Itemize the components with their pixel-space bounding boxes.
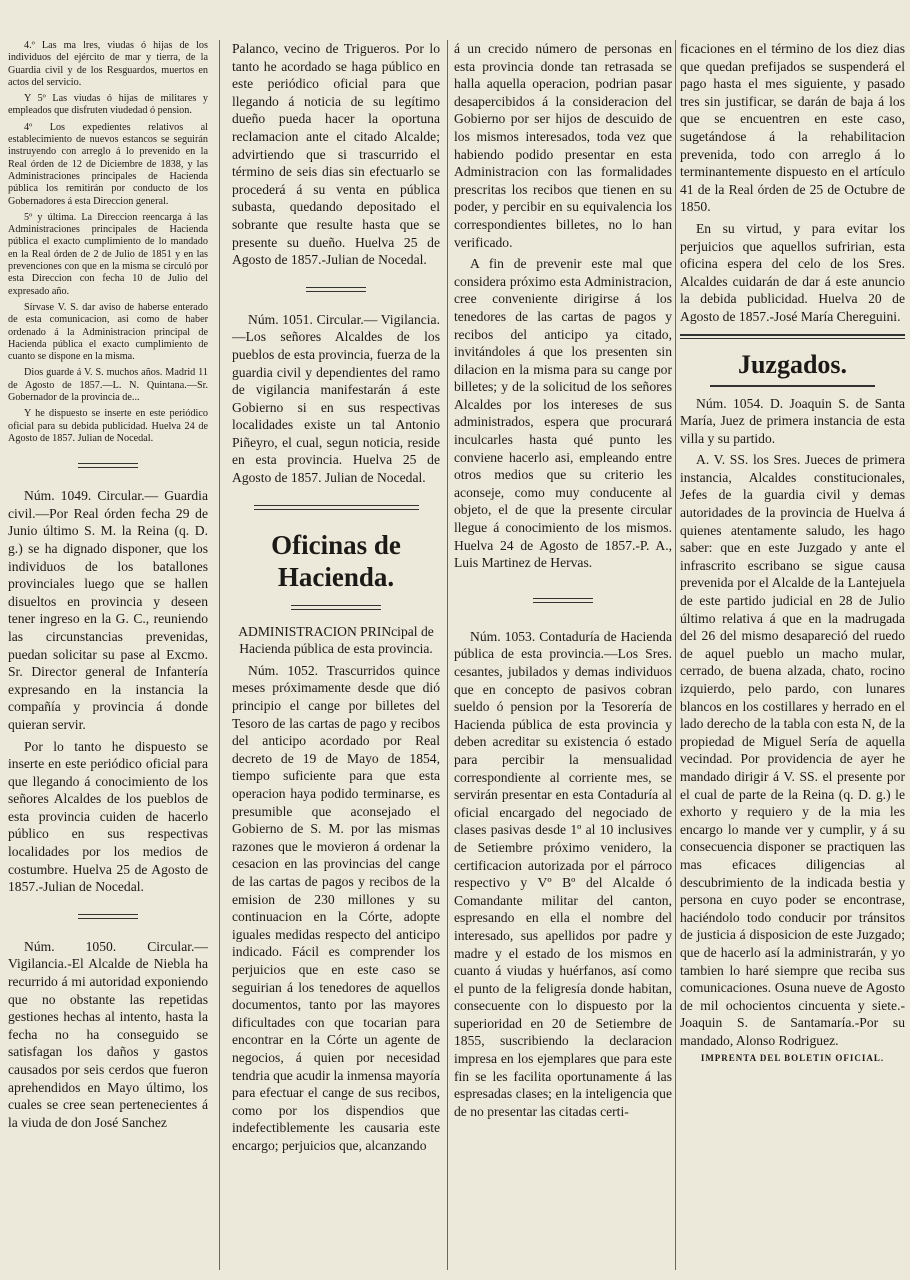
paragraph: Por lo tanto he dispuesto se inserte en este periódico oficial para que llegando á conocimiento de los señores Alcaldes de los pueblos de esta provincia cuiden de hacerlo público en sus respectivas localidades por los medios de costumbre. Huelva 25 de Agosto de 1857.-Julian de Nocedal. (8, 738, 208, 895)
separator (454, 590, 672, 608)
paragraph: A. V. SS. los Sres. Jueces de primera instancia, Alcaldes constitucionales, Jefes de la guardia civil y demas autoridades de la provincia de Huelva á quienes atentamente saludo, les hago saber: que en este Juzgado y ante el infrascrito escribano se sigue causa prevenida por el Alcalde de la Lantejuela de este partido judicial en 28 de Julio último relativa á que en la madrugada del 26 del mismo desapareció del ruedo de aquel pueblo un macho mular, cerrado, de buena alzada, chato, rocino izquierdo, pelo pardo, con lunares blancos en los costillares y herrado en el lado derecho de la tabla con esta N, de la propiedad de Miguel Sería de aquella vecindad. Por providencia de ayer he mandado dirigir á V. SS. el presente por el cual de parte de la Reina (q. D. g.) le exhorto y requiero y de la mia les encargo lo mande ver y cumplir, y á su consecuencia disponer se practiquen las mas eficaces diligencias al descubrimiento de la indicada bestia y persona en cuyo poder se encontrase, haciéndolo todo conducir por tránsitos de justicia á disposicion de este Juzgado; que de hacerlo así la administrarán, y yo tambien lo haré siempre que reciba sus comunicaciones. Osuna nueve de Agosto de mil ochocientos cincuenta y siete.-Joaquin S. de Santamaría.-Por su mandado, Alonso Rodriguez. (680, 452, 905, 1048)
paragraph: á un crecido número de personas en esta provincia donde tan retrasada se halla aquella operacion, podrian pasar desapercibidos á la consideracion del Gobierno por ser hijos de descuido de los mismos interesados, toda vez que habiendo podido presentar en esta Administracion con las formalidades prescritas los recibos que tienen en su poder, y percibir en su equivalencia los correspondientes billetes, no lo han verificado. (454, 41, 672, 250)
column-rule (447, 40, 448, 1270)
paragraph: 4º Los expedientes relativos al establecimiento de nuevos estancos se seguirán instruyendo con arreglo á lo prevenido en la Real órden de 12 de Diciembre de 1838, y las Administraciones principales de Hacienda pública los remitirán por conducto de los Gobernadores á esta Direccion general. (8, 121, 208, 207)
separator (680, 334, 905, 339)
column-rule (219, 40, 220, 1270)
notice-1053: Núm. 1053. Contaduría de Hacienda pública de esta provincia.—Los Sres. cesantes, jubilados y demas individuos que en concepto de pasivos cobran sueldo ó pension por la Tesorería de Hacienda pública de esta provincia y deben acreditar su existencia ó estado para percibir la mensualidad correspondiente al corriente mes, se servirán presentar en esta Contaduría al oficial encargado del negociado de clases pasivas desde 1º al 10 inclusives de Setiembre próximo venidero, la certificacion autorizada por el párroco respectivo y Vº Bº del Alcalde ó Comandante militar del canton, espresando en ella el nombre del interesado, sus apellidos por padre y madre y el estado de los mismos en cuanto á viudas y huérfanos, así como el punto de la feligresía donde habitan, consecuente con lo dispuesto por la superioridad en 20 de Setiembre de 1855, suscribiendo la declaracion impresa en los ejemplares que para este fin se les facilita oportunamente á las espresadas clases; en la inteligencia que de no presentar las citadas certi- (454, 628, 672, 1119)
paragraph: 5º y última. La Direccion reencarga á las Administraciones principales de Hacienda pública el exacto cumplimiento de lo mandado en la Real órden de 2 de Julio de 1851 y en las prevenciones con que en la misma se circuló por esta Direccion con fecha 10 de Julio del expresado año. (8, 211, 208, 297)
paragraph: Y 5º Las viudas ó hijas de militares y empleados que disfruten viudedad ó pension. (8, 93, 208, 117)
column-1 (8, 40, 208, 1275)
notice-1049: Núm. 1049. Circular.— Guardia civil.—Por Real órden fecha 29 de Junio último S. M. la Reina (q. D. g.) se ha dignado disponer, que los individuos de los batallones provinciales luego que se hallen disueltos en provincia y deseen tener ingreso en la G. C., reuniendo las circunstancias prevenidas, puedan solicitar su pase al Excmo. Sr. Director general de Infantería expresando en la instancia la compañía y provincia á donde quieran servir. (8, 488, 208, 732)
paragraph: Y he dispuesto se inserte en este periódico oficial para su debida publicidad. Huelva 24 de Agosto de 1857. Julian de Nocedal. (8, 408, 208, 444)
notice-1050: Núm. 1050. Circular.— Vigilancia.-El Alcalde de Niebla ha recurrido á mi autoridad exponiendo que no obstante las repetidas gestiones hechas al intento, hasta la fecha no ha conseguido se satisfagan los daños y gastos causados por seis cerdos que fueron aprehendidos en Mayo último, los cuales se cree sean pertenecientes á la viuda de don José Sanchez (8, 938, 208, 1130)
printer-imprint: IMPRENTA DEL BOLETIN OFICIAL. (700, 1053, 885, 1064)
separator (232, 497, 440, 515)
section-title: Juzgados. (737, 349, 848, 379)
paragraph: Dios guarde á V. S. muchos años. Madrid 11 de Agosto de 1857.—L. N. Quintana.—Sr. Gobernador de la provincia de... (8, 367, 208, 404)
column-3 (454, 40, 672, 1275)
column-2 (232, 40, 440, 1275)
separator (710, 385, 875, 387)
paragraph: Sírvase V. S. dar aviso de haberse enterado de esta comunicacion, asi como de haber ordenado á la Administracion principal de Hacienda pública el exacto cumplimiento de cuanto se dispone en la misma. (8, 301, 208, 363)
notice-1054: Núm. 1054. D. Joaquin S. de Santa María, Juez de primera instancia de esta villa y su partido. (680, 395, 905, 446)
notice-1052: Núm. 1052. Trascurridos quince meses próximamente desde que dió principio el cange por billetes del Tesoro de las cartas de pago y recibos del anticipo acordado por Real decreto de 19 de Mayo de 1854, tiempo suficiente para que esta operacion haya podido terminarse, es presumible que aconsejado el Gobierno de S. M. por las mismas razones que le movieron á ordenar la cesacion en las provincias del cange de las cartas de pagos y recibos de la emision de 230 millones y su continuacion en la Córte, adopte iguales medidas respecto del anticipo indicado. Fácil es comprender los perjuicios que en este caso se seguirian á los tenedores de aquellos documentos, tanto por las mayores dificultades con que tocarian para encontrar en la Córte un agente de negocios, á quien por necesidad tendria que acudir la inmensa mayoría para efectuar el cange de sus recibos, como por los dispendios que indefectiblemente les causaria este encargo; perjuicios que, alcanzando (232, 662, 440, 1153)
paragraph: ficaciones en el término de los diez dias que quedan prefijados se suspenderá el pago hasta el mes siguiente, y pasado tres sin justificar, se darán de baja á los que se encuentren en este caso, sugetándose á la rehabilitacion prevenida, todo con arreglo á lo terminantemente dispuesto en el artículo 41 de la Real órden de 25 de Octubre de 1850. (680, 41, 905, 215)
admin-heading: ADMINISTRACION PRINcipal de Hacienda pública de esta provincia. (238, 623, 434, 657)
separator (8, 455, 208, 473)
separator (8, 906, 208, 924)
separator (232, 597, 440, 615)
paragraph: A fin de prevenir este mal que considera próximo esta Administracion, cree conveniente dirigirse á los tenedores de las cartas de pagos y recibos del anticipo ya citado, invitándoles á que los presenten sin dilacion en la misma para su cange por billetes; y de la solicitud de los señores Alcaldes por los intereses de sus administrados, espera que procurará inculcarles hasta qué punto les conviene hacerlo asi, empleando entre otros medios que su criterio les aconseje, como muy conducente al objeto, el de que la presente circular llegue á conocimiento de los mismos. Huelva 24 de Agosto de 1857.-P. A., Luis Martinez de Hervas. (454, 256, 672, 571)
column-4 (680, 40, 905, 1275)
paragraph: En su virtud, y para evitar los perjuicios que aquellos sufririan, esta oficina espera del celo de los Sres. Alcaldes cuidarán de dar á este anuncio la debida publicidad. Huelva 20 de Agosto de 1857.-José María Chereguini. (680, 220, 905, 324)
separator (232, 279, 440, 297)
paragraph: 4.º Las ma lres, viudas ó hijas de los individuos del ejército de mar y tierra, de la Guardia civil y de los Resguardos, muertos en actos del servicio. (8, 40, 208, 88)
notice-1051: Núm. 1051. Circular.— Vigilancia.—Los señores Alcaldes de los pueblos de esta provincia, fuerza de la guardia civil y dependientes del ramo de vigilancia manifestarán á este Gobierno si en sus respectivas localidades existe un tal Antonio Piñeyro, el cual, segun noticia, reside en esta provincia. Huelva 25 de Agosto de 1857. Julian de Nocedal. (232, 311, 440, 486)
paragraph: Palanco, vecino de Trigueros. Por lo tanto he acordado se haga público en este periódico oficial para que llegando á noticia de su legítimo dueño pueda hacer la oportuna reclamacion ante el citado Alcalde; advirtiendo que si trascurrido el término de seis dias sin efectuarlo se procederá á su venta en pública subasta, quedando depositado el sobrante que resulte hasta que se presente su dueño. Huelva 25 de Agosto de 1857.-Julian de Nocedal. (232, 41, 440, 268)
section-title: Oficinas de Hacienda. (271, 529, 401, 592)
column-rule (675, 40, 676, 1270)
